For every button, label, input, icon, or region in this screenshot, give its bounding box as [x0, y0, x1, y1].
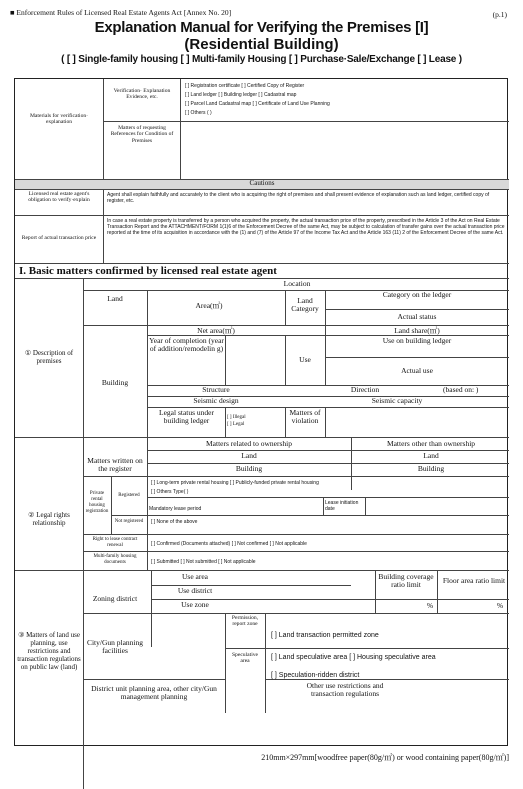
- use-zone-label: Use zone: [181, 600, 209, 609]
- legal-status-label: Legal status under building ledger: [159, 408, 214, 426]
- structure-label: Structure: [202, 385, 230, 394]
- rights-land-label: Land: [241, 451, 257, 460]
- ledger-category-label: Category on the ledger: [382, 290, 452, 299]
- mandatory-period-label: Mandatory lease period: [149, 506, 202, 512]
- ownership-header: Matters related to ownership: [205, 439, 292, 448]
- form-frame: [14, 78, 508, 746]
- floor-ratio-label: Floor area ratio limit: [442, 576, 506, 585]
- coverage-percent: %: [426, 601, 434, 610]
- rights-label: ② Legal rights relationship: [28, 511, 70, 528]
- evidence-line[interactable]: [ ] Parcel Land Cadastral map [ ] Certificate of Land Use Planning: [185, 101, 330, 107]
- request-label: Matters of requesting References for Condition of Premises: [110, 125, 174, 144]
- evidence-line[interactable]: [ ] Land ledger [ ] Building ledger [ ] Cadastral map: [185, 92, 297, 98]
- coverage-label: Building coverage ratio limit: [378, 572, 434, 590]
- permission-label: Permission, report zone: [231, 615, 259, 628]
- speculation-district-checkbox[interactable]: [ ] Speculation-ridden district: [271, 672, 360, 679]
- location-label: Location: [283, 279, 311, 288]
- actual-use-label: Actual use: [401, 366, 433, 375]
- not-registered-label: Not registered: [114, 519, 144, 524]
- land-category-label: Land Category: [291, 296, 319, 314]
- rental-type-options[interactable]: [ ] Long-term private rental housing [ ] Publicly-funded private rental housing: [151, 480, 319, 486]
- seismic-capacity-label: Seismic capacity: [371, 396, 423, 405]
- net-area-label: Net area(㎡): [197, 326, 235, 335]
- transaction-type-options: ( [ ] Single-family housing [ ] Multi-family Housing [ ] Purchase·Sale/Exchange [ ] Lease ): [61, 54, 462, 65]
- evidence-line[interactable]: [ ] Registration certificate [ ] Certified Copy of Register: [185, 83, 305, 89]
- planning-label: ③ Matters of land use planning, use restrictions and transaction regulations on public law (land): [17, 631, 81, 672]
- evidence-line[interactable]: [ ] Others ( ): [185, 110, 212, 116]
- illegal-checkbox[interactable]: [ ] Illegal: [227, 415, 246, 420]
- annex-header: ■ Enforcement Rules of Licensed Real Estate Agents Act [Annex No. 20]: [10, 8, 232, 17]
- obligation-text: Agent shall explain faithfully and accurately to the client who is acquiring the right of premises and shall present evidence of explanation such as land ledger, certified copy of register, etc.: [107, 192, 490, 204]
- legal-checkbox[interactable]: [ ] Legal: [227, 422, 245, 427]
- other-building-label: Building: [417, 464, 445, 473]
- direction-label: Direction: [350, 385, 380, 394]
- district-plan-label: District unit planning area, other city/Gun management planning: [91, 684, 217, 702]
- report-label: Report of actual transaction price: [21, 235, 97, 241]
- cautions-title: Cautions: [249, 179, 275, 187]
- renewal-options[interactable]: [ ] Confirmed (Documents attached) [ ] Not confirmed [ ] Not applicable: [151, 541, 307, 547]
- renewal-label: Right to lease contract renewal: [92, 537, 138, 548]
- rights-building-label: Building: [235, 464, 263, 473]
- use-label: Use: [299, 355, 311, 364]
- actual-status-label: Actual status: [397, 312, 437, 321]
- speculative-options[interactable]: [ ] Land speculative area [ ] Housing speculative area: [271, 654, 436, 661]
- paper-spec-footer: 210mm×297mm[woodfree paper(80g/㎡) or wood containing paper(80g/㎡)]: [261, 753, 509, 762]
- none-above-checkbox[interactable]: [ ] None of the above: [151, 519, 198, 525]
- registered-label: Registered: [118, 493, 140, 498]
- direction-basis[interactable]: (based on: ): [443, 385, 479, 394]
- multi-family-label: Multi-family housing documents: [93, 554, 137, 565]
- report-text: In case a real estate property is transferred by a person who acquired the property, the actual transaction price of the property, prescribed in the Article 3 of the Act on Real Estate Transaction Report and the ATTACHMENT/FORM 1(1)6 of the Enforcement Decree of the same Act, may be subject to calculation of transfer gains over the actual transaction price reported at the time of its acquisition in accordance with the (1) and (7) of the Article 97 of the Income Tax Act and the Article 163 (11) 2 of the Enforcement Decree of the same Act.: [107, 218, 505, 236]
- obligation-label: Licensed real estate agent's obligation to verify·explain: [28, 191, 90, 204]
- area-label: Area(㎡): [195, 301, 223, 310]
- year-label: Year of completion (year of addition/remodelin g): [149, 336, 224, 354]
- land-share-label: Land share(㎡): [394, 326, 440, 335]
- page-number: (p.1): [492, 10, 507, 19]
- document-subtitle: (Residential Building): [184, 36, 339, 53]
- use-ledger-label: Use on building ledger: [382, 336, 452, 345]
- facilities-label: City/Gun planning facilities: [86, 638, 144, 656]
- premises-label: ① Description of premises: [24, 349, 74, 366]
- rental-type-other[interactable]: [ ] Others Type( ): [151, 489, 189, 495]
- permit-zone-checkbox[interactable]: [ ] Land transaction permitted zone: [271, 632, 379, 639]
- use-area-label: Use area: [181, 572, 209, 581]
- zoning-label: Zoning district: [92, 594, 138, 603]
- lease-init-label: Lease initiation date: [325, 500, 359, 512]
- register-label: Matters written on the register: [87, 456, 143, 474]
- multi-family-options[interactable]: [ ] Submitted [ ] Not submitted [ ] Not applicable: [151, 559, 256, 565]
- section-1-title: I. Basic matters confirmed by licensed real estate agent: [19, 265, 277, 277]
- other-land-label: Land: [423, 451, 439, 460]
- land-label: Land: [107, 294, 123, 303]
- building-label: Building: [101, 378, 129, 387]
- evidence-label: Verification· Explanation Evidence, etc.: [113, 88, 171, 101]
- document-title: Explanation Manual for Verifying the Premises [I]: [94, 19, 429, 36]
- private-rental-label: Private rental housing registration: [85, 491, 109, 514]
- violation-label: Matters of violation: [289, 408, 321, 426]
- use-district-label: Use district: [177, 586, 213, 595]
- other-rights-header: Matters other than ownership: [386, 439, 476, 448]
- other-use-label: Other use restrictions and transaction regulations: [306, 681, 384, 699]
- materials-label: Materials for verification· explanation: [29, 113, 89, 126]
- seismic-design-label: Seismic design: [193, 396, 239, 405]
- floor-percent: %: [496, 601, 504, 610]
- speculative-label: Speculative area: [231, 652, 259, 665]
